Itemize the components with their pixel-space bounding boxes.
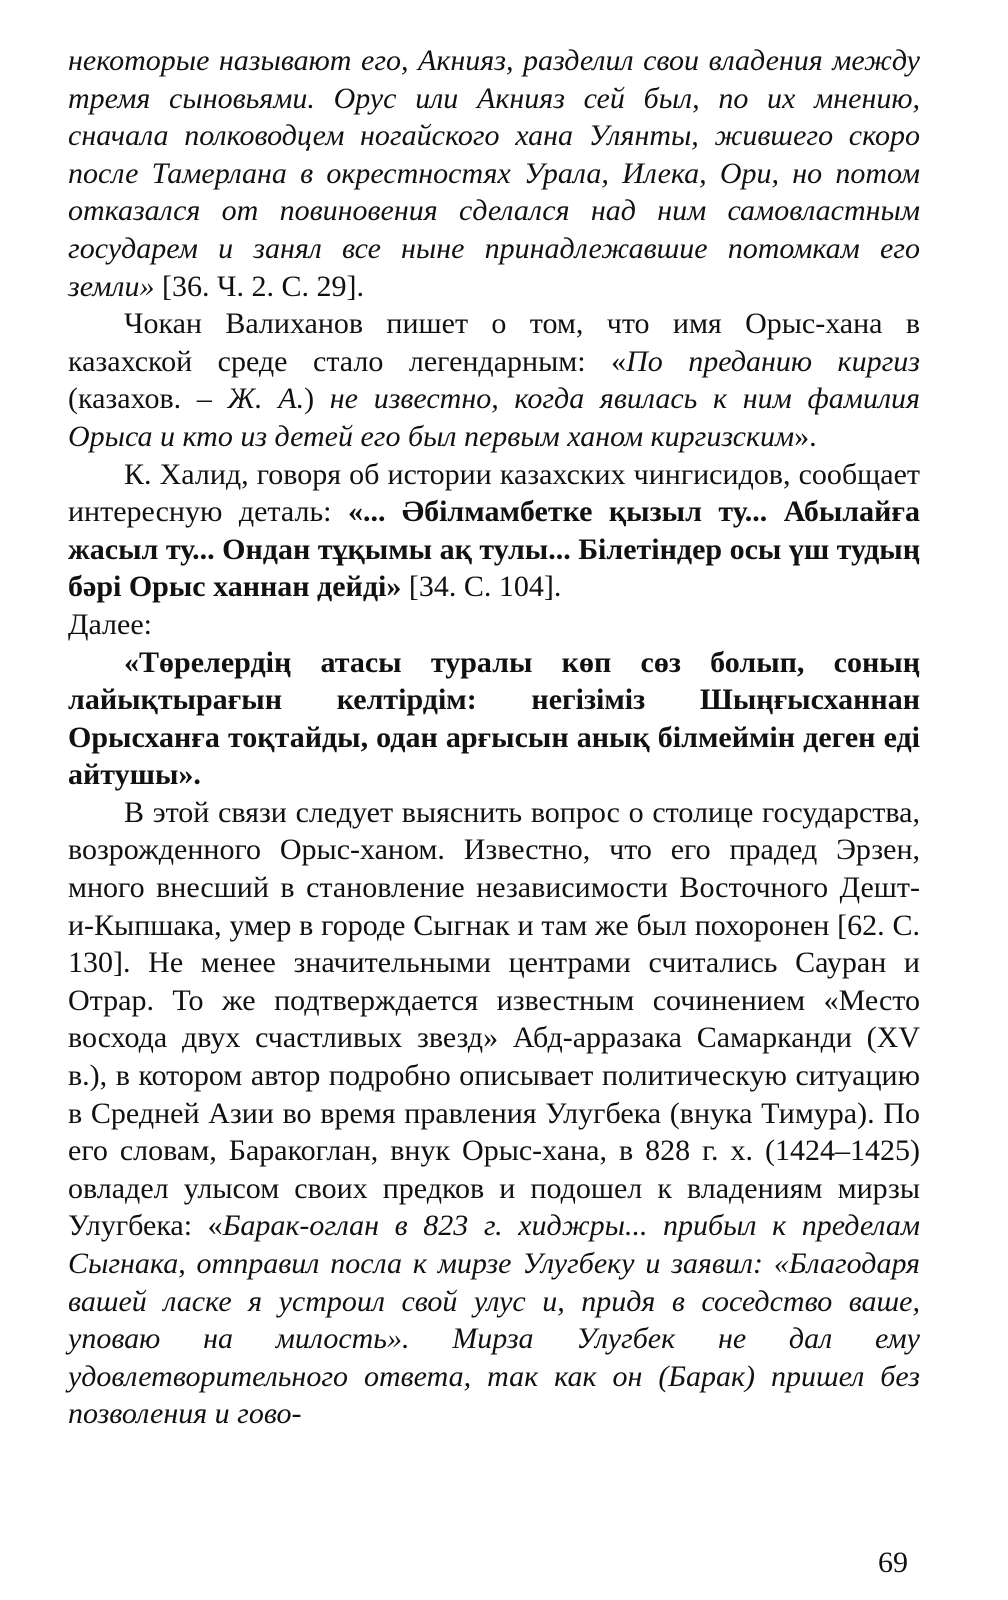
paragraph	[68, 456, 920, 606]
page-number: 69	[878, 1546, 908, 1579]
text-run: По преданию киргиз	[626, 344, 921, 378]
paragraph	[68, 794, 920, 1433]
text-run: )	[304, 382, 330, 416]
text-run: Чокан Валиханов пишет о том, что имя Орыс-хана в казахской среде стало легендарным: «	[68, 307, 920, 378]
text-run: не известно, когда явилась к ним фамилия Орыса и кто из детей его был первым ханом киргизским	[68, 382, 920, 453]
text-run: [36. Ч. 2. С. 29].	[154, 269, 364, 303]
text-run: [34. С. 104].	[401, 570, 562, 604]
paragraph	[68, 305, 920, 455]
text-run: ».	[794, 419, 817, 453]
text-run: Барак-оглан в 823 г. хиджры... прибыл к пределам Сыгнака, отправил посла к мирзе Улугбеку и заявил: «Благодаря вашей ласке я устроил свой улус и, придя в соседство ваше, уповаю на милость». Мирза Улугбек не дал ему удовлетворительного ответа, так как он (Барак) пришел без позволения и гово-	[68, 1209, 920, 1431]
paragraph	[68, 42, 920, 305]
paragraph	[68, 644, 920, 794]
text-run: Ж. А.	[227, 382, 305, 416]
text-run: некоторые называют его, Акнияз, разделил свои владения между тремя сыновьями. Орус или Акнияз сей был, по их мнению, сначала полководцем ногайского хана Улянты, жившего скоро после Тамерлана в окрестностях Урала, Илека, Ори, но потом отказался от повиновения сделался над ним самовластным государем и занял все ныне принадлежавшие потомкам его земли»	[68, 44, 920, 303]
text-run: Далее:	[68, 607, 152, 641]
text-run: (казахов. –	[68, 382, 228, 416]
text-run: К. Халид, говоря об истории казахских чингисидов, сообщает интересную деталь:	[68, 457, 920, 529]
text-run: «Төрелердің атасы туралы көп сөз болып, соның лайықтырағын келтірдім: негізіміз Шыңғысханнан Орысханға тоқтайды, одан арғысын анық білмеймін деген еді айтушы».	[68, 645, 920, 792]
text-run: В этой связи следует выяснить вопрос о столице государства, возрожденного Орыс-ханом. Известно, что его прадед Эрзен, много внесший в становление независимости Восточного Дешт-и-Кыпшака, умер в городе Сыгнак и там же был похоронен [62. С. 130]. Не менее значительными центрами считались Сауран и Отрар. То же подтверждается известным сочинением «Место восхода двух счастливых звезд» Абд-арразака Самарканди (XV в.), в котором автор подробно описывает политическую ситуацию в Средней Азии во время правления Улугбека (внука Тимура). По его словам, Баракоглан, внук Орыс-хана, в 828 г. х. (1424–1425) овладел улысом своих предков и подошел к владениям мирзы Улугбека: «	[68, 795, 920, 1243]
page-body	[68, 42, 920, 1433]
paragraph	[68, 606, 920, 644]
text-run: «... Әбілмамбетке қызыл ту... Абылайға жасыл ту... Ондан тұқымы ақ тулы... Білетіндер осы үш тудың бәрі Орыс ханнан дейді»	[68, 495, 920, 604]
